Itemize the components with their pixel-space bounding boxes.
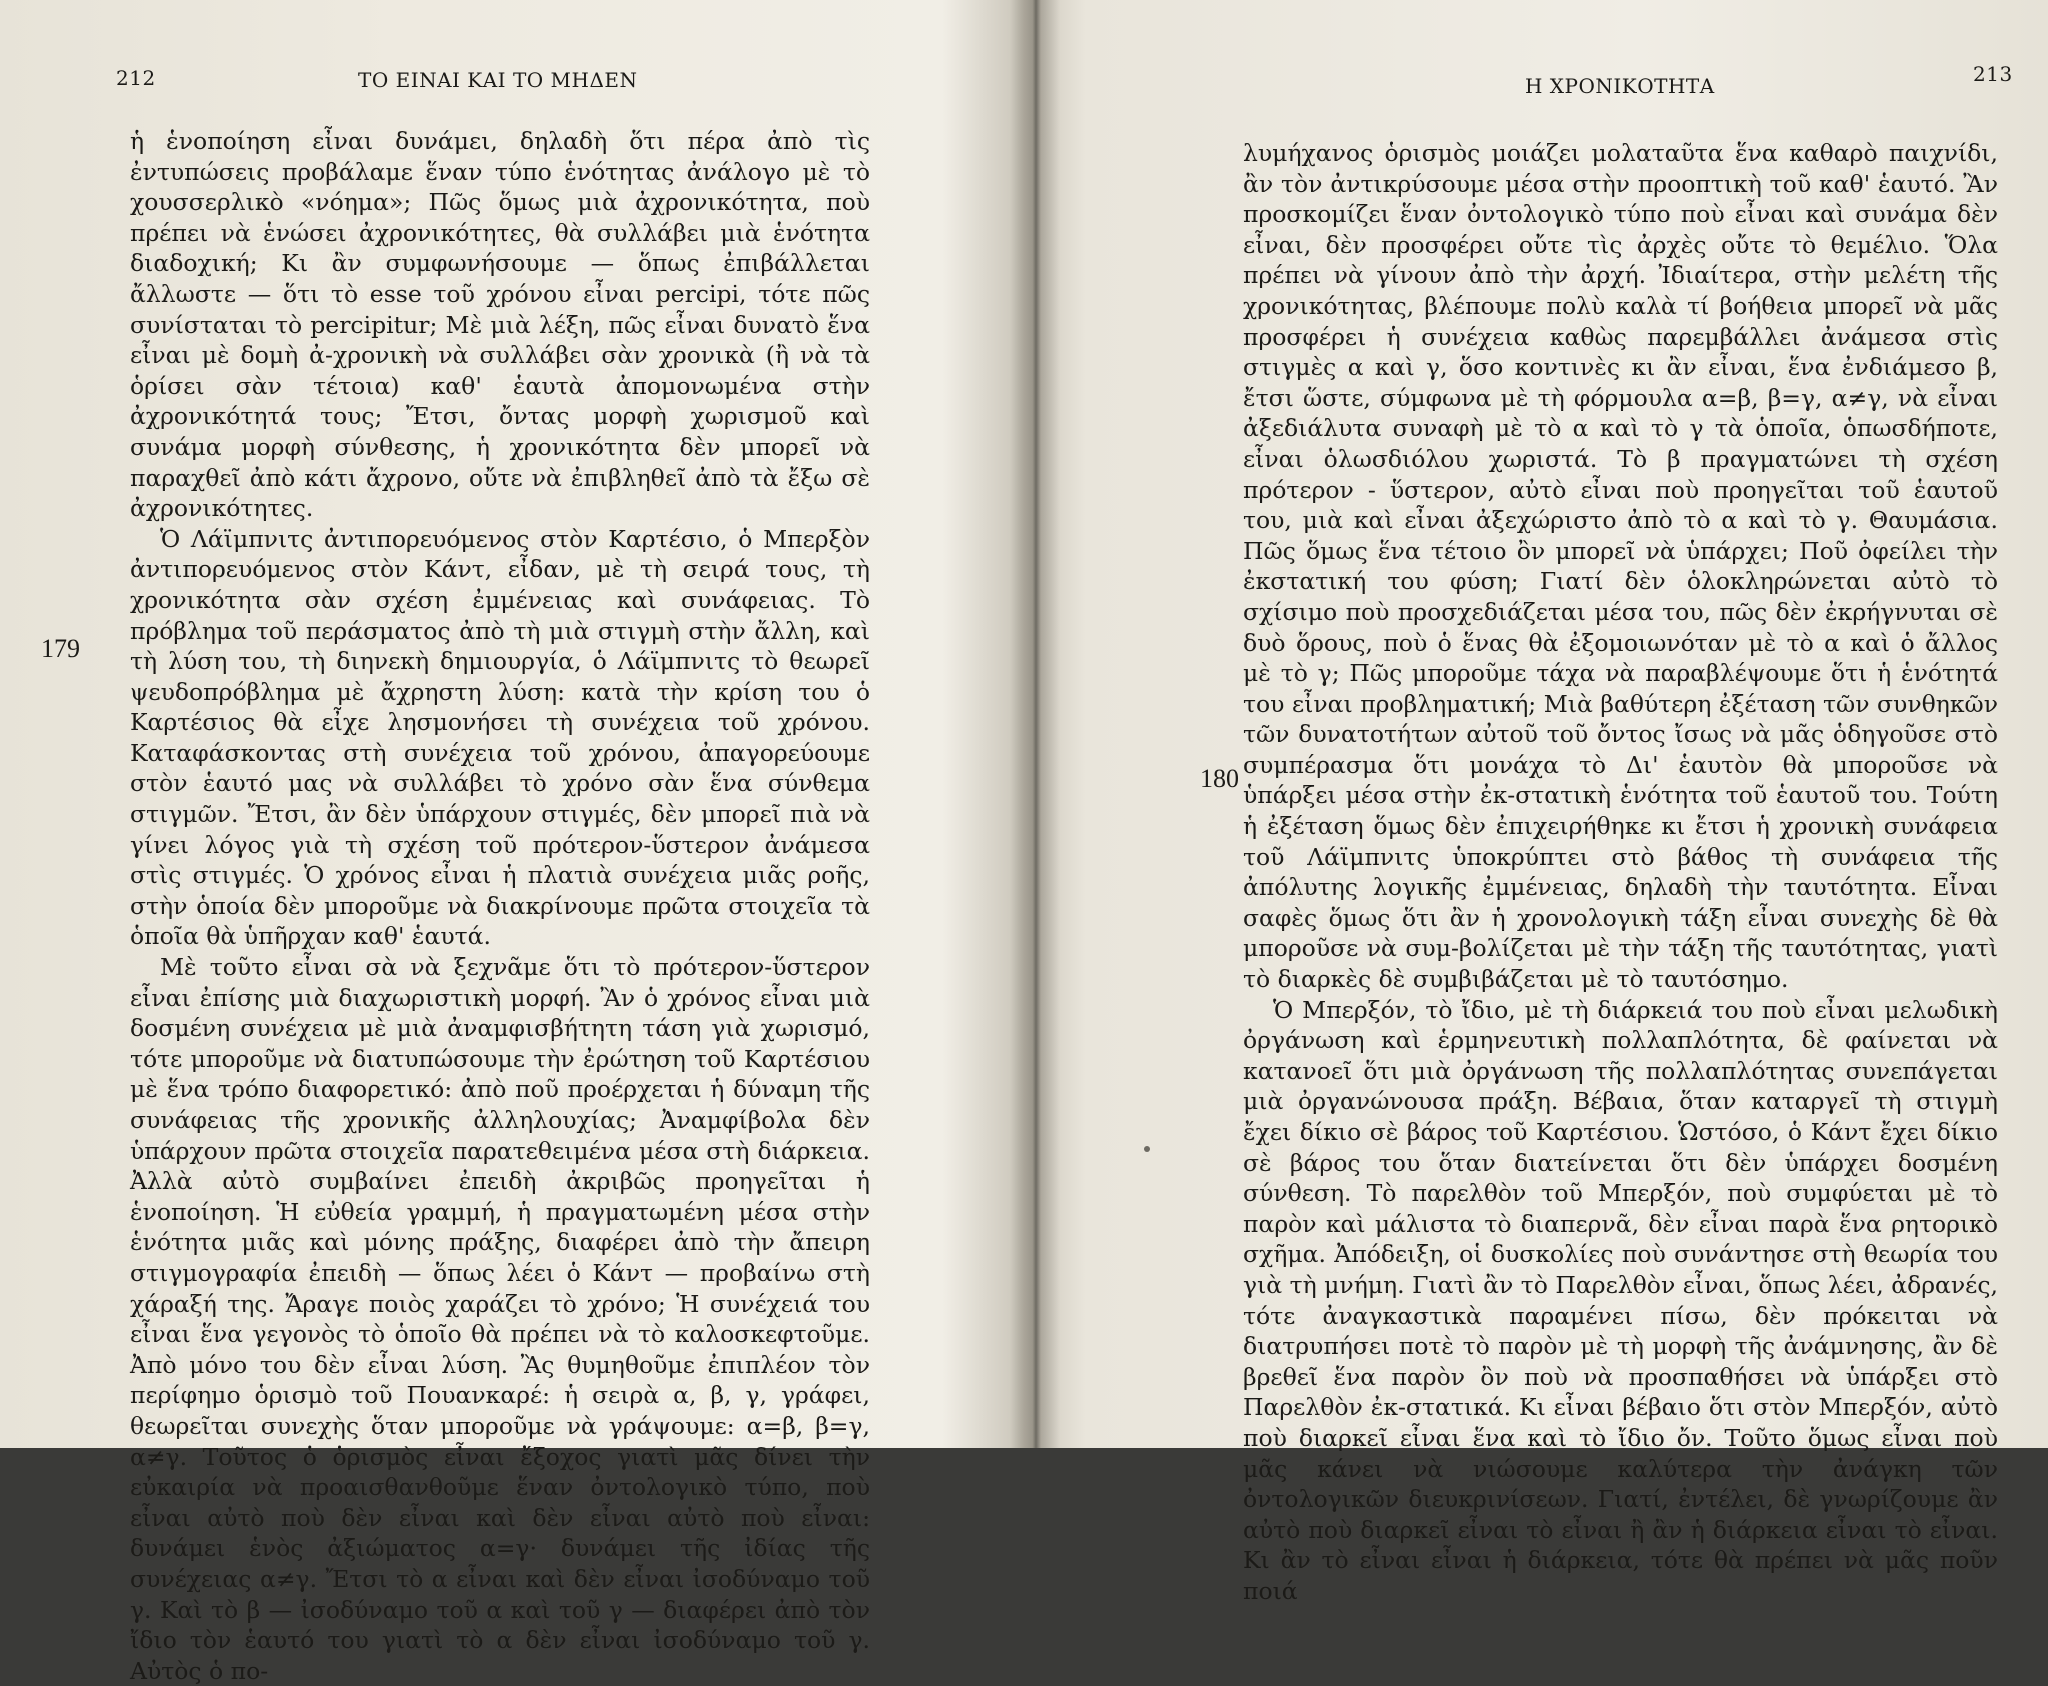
paragraph: λυμήχανος ὁρισμὸς μοιάζει μολαταῦτα ἕνα καθαρὸ παιχνίδι, ἂν τὸν ἀντικρύσουμε μέσα στὴν προοπτικὴ τοῦ καθ' ἑαυτό. Ἂν προσκομίζει ἕναν ὀντολογικὸ τύπο ποὺ εἶναι καὶ συνάμα δὲν εἶναι, δὲν προσφέρει οὔτε τὶς ἀρχὲς οὔτε τὸ θεμέλιο. Ὅλα πρέπει νὰ γίνουν ἀπὸ τὴν ἀρχή. Ἰδιαίτερα, στὴν μελέτη τῆς χρονικότητας, βλέπουμε πολὺ καλὰ τί βοήθεια μπορεῖ νὰ μᾶς προσφέρει ἡ συνέχεια καθὼς παρεμβάλλει ἀνάμεσα στὶς στιγμὲς α καὶ γ, ὅσο κοντινὲς κι ἂν εἶναι, ἕνα ἐνδιάμεσο β, ἔτσι ὥστε, σύμφωνα μὲ τὴ φόρμουλα α=β, β=γ, α≠γ, νὰ εἶναι ἀξεδιάλυτα συναφὴ μὲ τὸ α καὶ τὸ γ τὰ ὁποῖα, ὁπωσδήποτε, εἶναι ὁλωσδιόλου χωριστά. Τὸ β πραγματώνει τὴ σχέση πρότερον - ὕστερον, αὐτὸ εἶναι ποὺ προηγεῖται τοῦ ἑαυτοῦ του, μιὰ καὶ εἶναι ἀξεχώριστο ἀπὸ τὸ α καὶ τὸ γ. Θαυμάσια. Πῶς ὅμως ἕνα τέτοιο ὂν μπορεῖ νὰ ὑπάρχει; Ποῦ ὀφείλει τὴν ἐκστατική του φύση; Γιατί δὲν ὁλοκληρώνεται αὐτὸ τὸ σχίσιμο ποὺ προσχεδιάζεται μέσα του, πῶς δὲν ἐκρήγνυται σὲ δυὸ ὅρους, ποὺ ὁ ἕνας θὰ ἐξομοιωνόταν μὲ τὸ α καὶ ὁ ἄλλος μὲ τὸ γ; Πῶς μποροῦμε τάχα νὰ παραβλέψουμε ὅτι ἡ ἑνότητά του εἶναι προβληματική; Μιὰ βαθύτερη ἐξέταση τῶν συνθηκῶν τῶν δυνατοτήτων αὐτοῦ τοῦ ὄντος ἴσως νὰ μᾶς ὁδηγοῦσε στὸ συμπέρασμα ὅτι μονάχα τὸ Δι' ἑαυτὸν θὰ μποροῦσε νὰ ὑπάρξει μέσα στὴν ἐκ-στατικὴ ἑνότητα τοῦ ἑαυτοῦ του. Τούτη ἡ ἐξέταση ὅμως δὲν ἐπιχειρήθηκε κι ἔτσι ἡ χρονικὴ συνάφεια τοῦ Λάϊμπνιτς ὑποκρύπτει στὸ βάθος τὴ συνάφεια τῆς ἀπόλυτης λογικῆς ἐμμένειας, δηλαδὴ τὴν ταυτότητα. Εἶναι σαφὲς ὅμως ὅτι ἂν ἡ χρονολογικὴ τάξη εἶναι συνεχὴς δὲ θὰ μποροῦσε νὰ συμ-βολίζεται μὲ τὴν τάξη τῆς ταυτότητας, γιατὶ τὸ διαρκὲς δὲ συμβιβάζεται μὲ τὸ ταυτόσημο.: [1243, 139, 1998, 994]
margin-page-reference: 179: [41, 634, 80, 663]
ink-dot: [1144, 1146, 1150, 1152]
paragraph: ἡ ἑνοποίηση εἶναι δυνάμει, δηλαδὴ ὅτι πέρα ἀπὸ τὶς ἐντυπώσεις προβάλαμε ἕναν τύπο ἑνότητας ἀνάλογο μὲ τὸ χουσσερλικὸ «νόημα»; Πῶς ὅμως μιὰ ἀχρονικότητα, ποὺ πρέπει νὰ ἑνώσει ἀχρονικότητες, θὰ συλλάβει μιὰ ἑνότητα διαδοχική; Κι ἂν συμφωνήσουμε — ὅπως ἐπιβάλλεται ἄλλωστε — ὅτι τὸ esse τοῦ χρόνου εἶναι percipi, τότε πῶς συνίσταται τὸ percipitur; Μὲ μιὰ λέξη, πῶς εἶναι δυνατὸ ἕνα εἶναι μὲ δομὴ ἀ-χρονικὴ νὰ συλλάβει σὰν χρονικὰ (ἢ νὰ τὰ ὁρίσει σὰν τέτοια) καθ' ἑαυτὰ ἀπομονωμένα στὴν ἀχρονικότητά τους; Ἔτσι, ὄντας μορφὴ χωρισμοῦ καὶ συνάμα μορφὴ σύνθεσης, ἡ χρονικότητα δὲν μπορεῖ νὰ παραχθεῖ ἀπὸ κάτι ἄχρονο, οὔτε νὰ ἐπιβληθεῖ ἀπὸ τὰ ἔξω σὲ ἀχρονικότητες.: [130, 127, 870, 523]
page-number: 212: [116, 66, 156, 90]
paragraph: Ὁ Λάϊμπνιτς ἀντιπορευόμενος στὸν Καρτέσιο, ὁ Μπερξὸν ἀντιπορευόμενος στὸν Κάντ, εἶδαν, μὲ τὴ σειρά τους, τὴ χρονικότητα σὰν σχέση ἐμμένειας καὶ συνάφειας. Τὸ πρόβλημα τοῦ περάσματος ἀπὸ τὴ μιὰ στιγμὴ στὴν ἄλλη, καὶ τὴ λύση του, τὴ διηνεκὴ δημιουργία, ὁ Λάϊμπνιτς τὸ θεωρεῖ ψευδοπρόβλημα μὲ ἄχρηστη λύση: κατὰ τὴν κρίση του ὁ Καρτέσιος θὰ εἶχε λησμονήσει τὴ συνέχεια τοῦ χρόνου. Καταφάσκοντας στὴ συνέχεια τοῦ χρόνου, ἀπαγορεύουμε στὸν ἑαυτό μας νὰ συλλάβει τὸ χρόνο σὰν ἕνα σύνθεμα στιγμῶν. Ἔτσι, ἂν δὲν ὑπάρχουν στιγμές, δὲν μπορεῖ πιὰ νὰ γίνει λόγος γιὰ τὴ σχέση τοῦ πρότερον-ὕστερον ἀνάμεσα στὶς στιγμές. Ὁ χρόνος εἶναι ἡ πλατιὰ συνέχεια μιᾶς ροῆς, στὴν ὁποία δὲν μποροῦμε νὰ διακρίνουμε πρῶτα στοιχεῖα τὰ ὁποῖα θὰ ὑπῆρχαν καθ' ἑαυτά.: [130, 524, 870, 951]
running-head-title: Η ΧΡΟΝΙΚΟΤΗΤΑ: [1525, 74, 1715, 98]
paragraph: Μὲ τοῦτο εἶναι σὰ νὰ ξεχνᾶμε ὅτι τὸ πρότερον-ὕστερον εἶναι ἐπίσης μιὰ διαχωριστικὴ μορφή. Ἂν ὁ χρόνος εἶναι μιὰ δοσμένη συνέχεια μὲ μιὰ ἀναμφισβήτητη τάση γιὰ χωρισμό, τότε μποροῦμε νὰ διατυπώσουμε τὴν ἐρώτηση τοῦ Καρτέσιου μὲ ἕνα τρόπο διαφορετικό: ἀπὸ ποῦ προέρχεται ἡ δύναμη τῆς συνάφειας τῆς χρονικῆς ἀλληλουχίας; Ἀναμφίβολα δὲν ὑπάρχουν πρῶτα στοιχεῖα παρατεθειμένα μέσα στὴ διάρκεια. Ἀλλὰ αὐτὸ συμβαίνει ἐπειδὴ ἀκριβῶς προηγεῖται ἡ ἑνοποίηση. Ἡ εὐθεία γραμμή, ἡ πραγματωμένη μέσα στὴν ἑνότητα μιᾶς καὶ μόνης πράξης, διαφέρει ἀπὸ τὴν ἄπειρη στιγμογραφία ἐπειδὴ — ὅπως λέει ὁ Κάντ — προβαίνω στὴ χάραξή της. Ἄραγε ποιὸς χαράζει τὸ χρόνο; Ἡ συνέχειά του εἶναι ἕνα γεγονὸς τὸ ὁποῖο θὰ πρέπει νὰ τὸ καλοσκεφτοῦμε. Ἀπὸ μόνο του δὲν εἶναι λύση. Ἂς θυμηθοῦμε ἐπιπλέον τὸν περίφημο ὁρισμὸ τοῦ Πουανκαρέ: ἡ σειρὰ α, β, γ, γράφει, θεωρεῖται συνεχὴς ὅταν μποροῦμε νὰ γράψουμε: α=β, β=γ, α≠γ. Τοῦτος ὁ ὁρισμὸς εἶναι ἔξοχος γιατὶ μᾶς δίνει τὴν εὐκαιρία νὰ προαισθανθοῦμε ἕναν ὀντολογικὸ τύπο, ποὺ εἶναι αὐτὸ ποὺ δὲν εἶναι καὶ δὲν εἶναι αὐτὸ ποὺ εἶναι: δυνάμει ἑνὸς ἀξιώματος α=γ· δυνάμει τῆς ἰδίας τῆς συνέχειας α≠γ. Ἔτσι τὸ α εἶναι καὶ δὲν εἶναι ἰσοδύναμο τοῦ γ. Καὶ τὸ β — ἰσοδύναμο τοῦ α καὶ τοῦ γ — διαφέρει ἀπὸ τὸν ἴδιο τὸν ἑαυτό του γιατὶ τὸ α δὲν εἶναι ἰσοδύναμο τοῦ γ. Αὐτὸς ὁ πο-: [130, 953, 870, 1685]
margin-page-reference: 180: [1200, 764, 1239, 793]
paragraph: Ὁ Μπερξόν, τὸ ἴδιο, μὲ τὴ διάρκειά του ποὺ εἶναι μελωδικὴ ὀργάνωση καὶ ἑρμηνευτικὴ πολλαπλότητα, δὲ φαίνεται νὰ κατανοεῖ ὅτι μιὰ ὀργάνωση τῆς πολλαπλότητας συνεπάγεται μιὰ ὀργανώνουσα πράξη. Βέβαια, ὅταν καταργεῖ τὴ στιγμὴ ἔχει δίκιο σὲ βάρος τοῦ Καρτέσιου. Ὡστόσο, ὁ Κάντ ἔχει δίκιο σὲ βάρος του ὅταν διατείνεται ὅτι δὲν ὑπάρχει δοσμένη σύνθεση. Τὸ παρελθὸν τοῦ Μπερξόν, ποὺ συμφύεται μὲ τὸ παρὸν καὶ μάλιστα τὸ διαπερνᾶ, δὲν εἶναι παρὰ ἕνα ρητορικὸ σχῆμα. Ἀπόδειξη, οἱ δυσκολίες ποὺ συνάντησε στὴ θεωρία του γιὰ τὴ μνήμη. Γιατὶ ἂν τὸ Παρελθὸν εἶναι, ὅπως λέει, ἀδρανές, τότε ἀναγκαστικὰ παραμένει πίσω, δὲν πρόκειται νὰ διατρυπήσει ποτὲ τὸ παρὸν μὲ τὴ μορφὴ τῆς ἀνάμνησης, ἂν δὲ βρεθεῖ ἕνα παρὸν ὂν ποὺ νὰ προσπαθήσει νὰ ὑπάρξει στὸ Παρελθὸν ἐκ-στατικά. Κι εἶναι βέβαιο ὅτι στὸν Μπερξόν, αὐτὸ ποὺ διαρκεῖ εἶναι ἕνα καὶ τὸ ἴδιο ὄν. Τοῦτο ὅμως εἶναι ποὺ μᾶς κάνει νὰ νιώσουμε καλύτερα τὴν ἀνάγκη τῶν ὀντολογικῶν διευκρινίσεων. Γιατί, ἐντέλει, δὲ γνωρίζουμε ἂν αὐτὸ ποὺ διαρκεῖ εἶναι τὸ εἶναι ἢ ἂν ἡ διάρκεια εἶναι τὸ εἶναι. Κι ἂν τὸ εἶναι εἶναι ἡ διάρκεια, τότε θὰ πρέπει νὰ μᾶς ποῦν ποιά: [1243, 995, 1998, 1605]
body-text: [130, 126, 870, 1686]
running-head-title: ΤΟ ΕΙΝΑΙ ΚΑΙ ΤΟ ΜΗΔΕΝ: [358, 68, 638, 92]
body-text: [1243, 138, 1998, 1607]
right-page: [1040, 0, 2048, 1605]
page-number: 213: [1973, 62, 2013, 86]
